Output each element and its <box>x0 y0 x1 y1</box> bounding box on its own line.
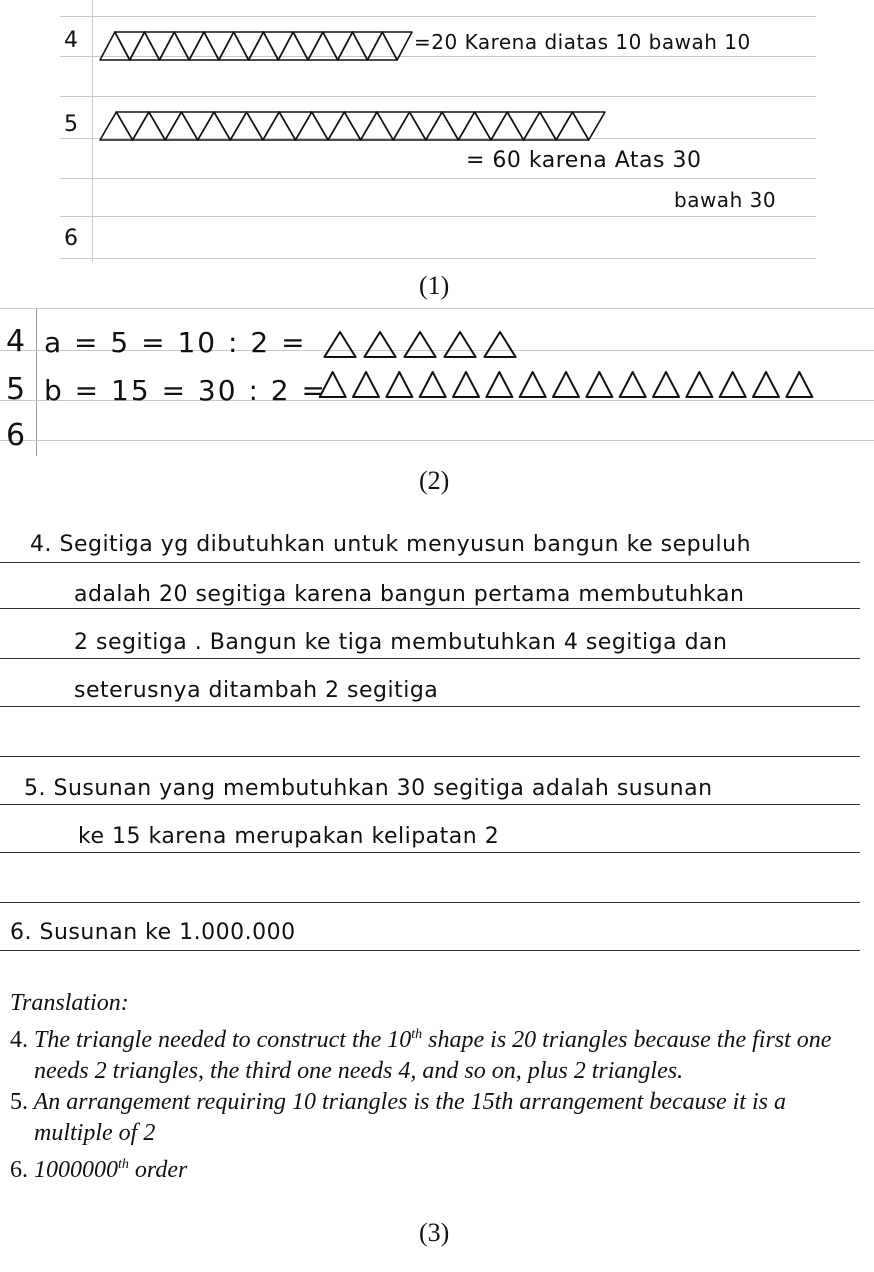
triangle <box>320 372 346 397</box>
triangle <box>263 32 293 60</box>
triangle <box>149 112 182 140</box>
triangle <box>410 112 443 140</box>
triangle <box>324 332 355 357</box>
triangle <box>100 32 130 60</box>
caption-1: (1) <box>419 271 450 300</box>
triangle <box>338 32 368 60</box>
triangle <box>404 332 435 357</box>
triangle <box>344 112 377 140</box>
triangle <box>453 372 479 397</box>
answer4-line1: 4. Segitiga yg dibutuhkan untuk menyusun bangun ke sepuluh <box>30 532 752 557</box>
triangle <box>586 372 612 397</box>
triangle <box>204 32 234 60</box>
triangle <box>420 372 446 397</box>
row-number-5: 5 <box>6 372 26 407</box>
triangle <box>556 112 589 140</box>
triangle <box>686 372 712 397</box>
item-number: 6. <box>10 1157 28 1183</box>
triangle <box>458 112 491 140</box>
triangle <box>308 32 338 60</box>
triangle <box>444 332 475 357</box>
triangle <box>393 112 426 140</box>
translation-title: Translation: <box>10 990 129 1016</box>
triangle <box>475 112 508 140</box>
triangle <box>484 332 515 357</box>
t5-text: An arrangement requiring 10 triangles is the 15th arrangement because it is a multiple of 2 <box>33 1089 786 1146</box>
triangle <box>553 372 579 397</box>
triangle <box>364 332 395 357</box>
t6-text-a: 1000000 <box>34 1157 118 1183</box>
triangle <box>219 32 249 60</box>
row4-equation: a = 5 = 10 : 2 = <box>44 326 307 359</box>
triangle <box>181 112 214 140</box>
triangle <box>353 32 383 60</box>
t4-text-a: The triangle needed to construct the 10 <box>34 1027 412 1053</box>
triangle <box>524 112 557 140</box>
t6-text-b: order <box>128 1157 188 1183</box>
triangle <box>145 32 175 60</box>
t6-sup: th <box>118 1157 129 1172</box>
triangle <box>753 372 779 397</box>
triangle-strip-row5 <box>100 110 605 140</box>
translation-4 <box>10 1019 866 1087</box>
triangle <box>230 112 263 140</box>
triangle <box>279 112 312 140</box>
triangle <box>165 112 198 140</box>
row5-explanation-line2: bawah 30 <box>674 188 777 212</box>
answer6: 6. Susunan ke 1.000.000 <box>10 920 296 945</box>
translation-6 <box>10 1149 866 1186</box>
triangle <box>491 112 524 140</box>
triangle <box>116 112 149 140</box>
answer4-line2: adalah 20 segitiga karena bangun pertama membutuhkan <box>74 582 745 607</box>
triangle <box>328 112 361 140</box>
answer4-line4: seterusnya ditambah 2 segitiga <box>74 678 439 703</box>
triangle <box>323 32 353 60</box>
triangle <box>295 112 328 140</box>
triangle <box>133 112 166 140</box>
triangle <box>361 112 394 140</box>
triangle <box>312 112 345 140</box>
answer5-line2: ke 15 karena merupakan kelipatan 2 <box>78 824 500 849</box>
row4-explanation: =20 Karena diatas 10 bawah 10 <box>414 30 751 54</box>
triangle <box>386 372 412 397</box>
triangle <box>720 372 746 397</box>
triangle <box>278 32 308 60</box>
triangle <box>786 372 812 397</box>
triangle <box>115 32 145 60</box>
triangle <box>159 32 189 60</box>
triangle <box>214 112 247 140</box>
row5-equation: b = 15 = 30 : 2 = <box>44 374 327 407</box>
t4-sup: th <box>411 1027 423 1042</box>
triangle <box>426 112 459 140</box>
item-number: 5. <box>10 1089 28 1115</box>
row5-explanation-line1: = 60 karena Atas 30 <box>466 148 702 173</box>
triangle <box>507 112 540 140</box>
triangle <box>100 112 133 140</box>
triangle <box>263 112 296 140</box>
triangles-row5 <box>316 370 816 398</box>
t4-text-b: shape is 20 triangles because the first one needs 2 triangles, the third one needs 4, and so on, plus 2 triangles. <box>34 1027 832 1084</box>
triangle <box>540 112 573 140</box>
triangle <box>198 112 231 140</box>
answer4-line3: 2 segitiga . Bangun ke tiga membutuhkan 4 segitiga dan <box>74 630 728 655</box>
translation <box>10 988 866 1186</box>
triangle <box>293 32 323 60</box>
triangle <box>653 372 679 397</box>
row-number-5: 5 <box>64 112 79 137</box>
row-number-6: 6 <box>6 418 26 453</box>
triangle <box>620 372 646 397</box>
triangle <box>174 32 204 60</box>
caption-2: (2) <box>419 466 450 495</box>
answer5-line1: 5. Susunan yang membutuhkan 30 segitiga adalah susunan <box>24 776 713 801</box>
triangle <box>442 112 475 140</box>
triangle <box>189 32 219 60</box>
triangle-strip-row4 <box>100 30 412 60</box>
triangle <box>130 32 160 60</box>
row-number-4: 4 <box>6 324 26 359</box>
triangle <box>249 32 279 60</box>
triangles-row4 <box>320 330 520 358</box>
translation-5 <box>10 1087 866 1149</box>
triangle <box>234 32 264 60</box>
triangle <box>382 32 412 60</box>
row-number-6: 6 <box>64 226 79 251</box>
row-number-4: 4 <box>64 28 79 53</box>
triangle <box>353 372 379 397</box>
triangle <box>247 112 280 140</box>
triangle <box>520 372 546 397</box>
triangle <box>377 112 410 140</box>
triangle <box>367 32 397 60</box>
item-number: 4. <box>10 1027 28 1053</box>
triangle <box>486 372 512 397</box>
triangle <box>572 112 605 140</box>
caption-3: (3) <box>419 1218 450 1247</box>
